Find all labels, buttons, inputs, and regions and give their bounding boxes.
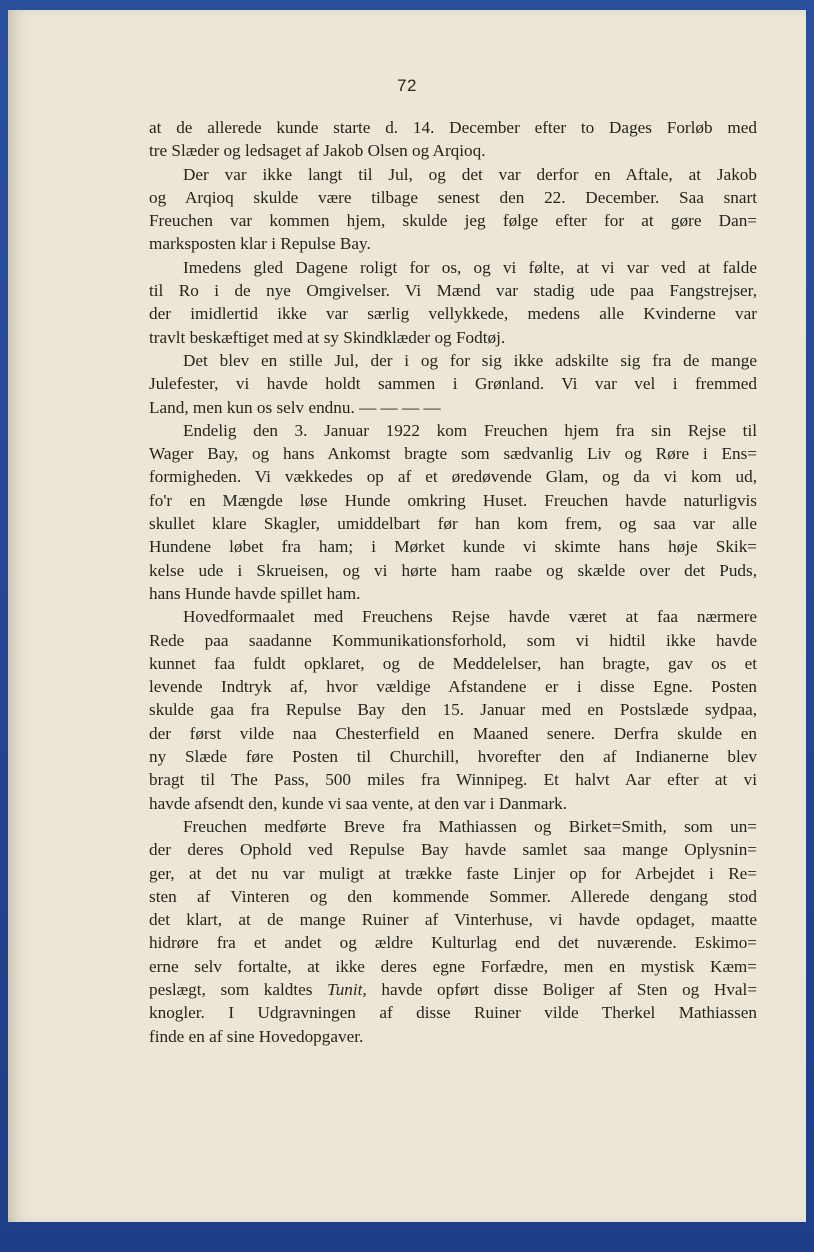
- text-line: Freuchen medførte Breve fra Mathiassen og Birket=Smith, som un=: [183, 816, 757, 836]
- text-line: levende Indtryk af, hvor vældige Afstandene er i disse Egne. Posten: [149, 677, 757, 697]
- text-line: Imedens gled Dagene roligt for os, og vi følte, at vi var ved at falde: [183, 257, 757, 277]
- text-line: Land, men kun os selv endnu. — — — —: [149, 397, 441, 417]
- text-line: kelse ude i Skrueisen, og vi hørte ham raabe og skælde over det Puds,: [149, 560, 757, 580]
- text-line: ger, at det nu var muligt at trække faste Linjer op for Arbejdet i Re=: [149, 863, 757, 883]
- text-line: hidrøre fra et andet og ældre Kulturlag end det nuværende. Eskimo=: [149, 933, 757, 953]
- text-line: marksposten klar i Repulse Bay.: [149, 234, 371, 254]
- paragraph: [149, 419, 757, 605]
- text-line: ny Slæde føre Posten til Churchill, hvorefter den af Indianerne blev: [149, 747, 757, 767]
- text-line: finde en af sine Hovedopgaver.: [149, 1026, 364, 1046]
- text-line: til Ro i de nye Omgivelser. Vi Mænd var stadig ude paa Fangstrejser,: [149, 281, 757, 301]
- text-line: skulde gaa fra Repulse Bay den 15. Januar med en Postslæde sydpaa,: [149, 700, 757, 720]
- text-line: erne selv fortalte, at ikke deres egne Forfædre, men en mystisk Kæm=: [149, 956, 757, 976]
- text-line: Hundene løbet fra ham; i Mørket kunde vi skimte hans høje Skik=: [149, 537, 757, 557]
- body-text: [149, 116, 757, 1048]
- text-line: kunnet faa fuldt opklaret, og de Meddelelser, han bragte, gav os et: [149, 653, 757, 673]
- text-line: Endelig den 3. Januar 1922 kom Freuchen hjem fra sin Rejse til: [183, 420, 757, 440]
- text-line: at de allerede kunde starte d. 14. December efter to Dages Forløb med: [149, 118, 757, 137]
- italic-term: Tunit,: [327, 979, 367, 999]
- text-line: fo'r en Mængde løse Hunde omkring Huset. Freuchen havde naturligvis: [149, 490, 757, 510]
- text-line: skullet klare Skagler, umiddelbart før han kom frem, og saa var alle: [149, 514, 757, 534]
- paragraph: [149, 605, 757, 815]
- text-line: Wager Bay, og hans Ankomst bragte som sædvanlig Liv og Røre i Ens=: [149, 444, 757, 464]
- text-line: det klart, at de mange Ruiner af Vinterhuse, vi havde opdaget, maatte: [149, 910, 757, 930]
- text-line: sten af Vinteren og den kommende Sommer. Allerede dengang stod: [149, 886, 757, 906]
- text-line: travlt beskæftiget med at sy Skindklæder og Fodtøj.: [149, 327, 506, 347]
- paragraph: [149, 116, 757, 163]
- text-line: Det blev en stille Jul, der i og for sig ikke adskilte sig fra de mange: [183, 350, 757, 370]
- paragraph: [149, 256, 757, 349]
- text-line: formigheden. Vi vækkedes op af et øredøvende Glam, og da vi kom ud,: [149, 467, 757, 487]
- paragraph: [149, 163, 757, 256]
- text-line: hans Hunde havde spillet ham.: [149, 583, 361, 603]
- text-line: Rede paa saadanne Kommunikationsforhold, som vi hidtil ikke havde: [149, 630, 757, 650]
- page-number: 72: [397, 76, 417, 95]
- text-line: Der var ikke langt til Jul, og det var derfor en Aftale, at Jakob: [183, 164, 757, 184]
- text-line: knogler. I Udgravningen af disse Ruiner vilde Therkel Mathiassen: [149, 1003, 757, 1023]
- text-line: havde afsendt den, kunde vi saa vente, at den var i Danmark.: [149, 793, 568, 813]
- text-line: og Arqioq skulde være tilbage senest den 22. December. Saa snart: [149, 187, 757, 207]
- book-page: [8, 10, 806, 1222]
- text-fragment: peslægt, som kaldtes: [149, 979, 328, 999]
- text-line: Hovedformaalet med Freuchens Rejse havde været at faa nærmere: [183, 607, 757, 627]
- text-line: der deres Ophold ved Repulse Bay havde samlet saa mange Oplysnin=: [149, 840, 757, 860]
- text-line: [149, 978, 757, 1001]
- text-line: der først vilde naa Chesterfield en Maaned senere. Derfra skulde en: [149, 723, 757, 743]
- text-line: tre Slæder og ledsaget af Jakob Olsen og Arqioq.: [149, 141, 486, 161]
- text-line: der imidlertid ikke var særlig vellykkede, medens alle Kvinderne var: [149, 304, 757, 324]
- paragraph: [149, 349, 757, 419]
- text-line: Julefester, vi havde holdt sammen i Grønland. Vi var vel i fremmed: [149, 374, 757, 394]
- paragraph: [149, 815, 757, 1048]
- text-line: bragt til The Pass, 500 miles fra Winnipeg. Et halvt Aar efter at vi: [149, 770, 757, 790]
- text-line: Freuchen var kommen hjem, skulde jeg følge efter for at gøre Dan=: [149, 211, 757, 231]
- text-fragment: havde opført disse Boliger af Sten og Hval=: [366, 979, 758, 999]
